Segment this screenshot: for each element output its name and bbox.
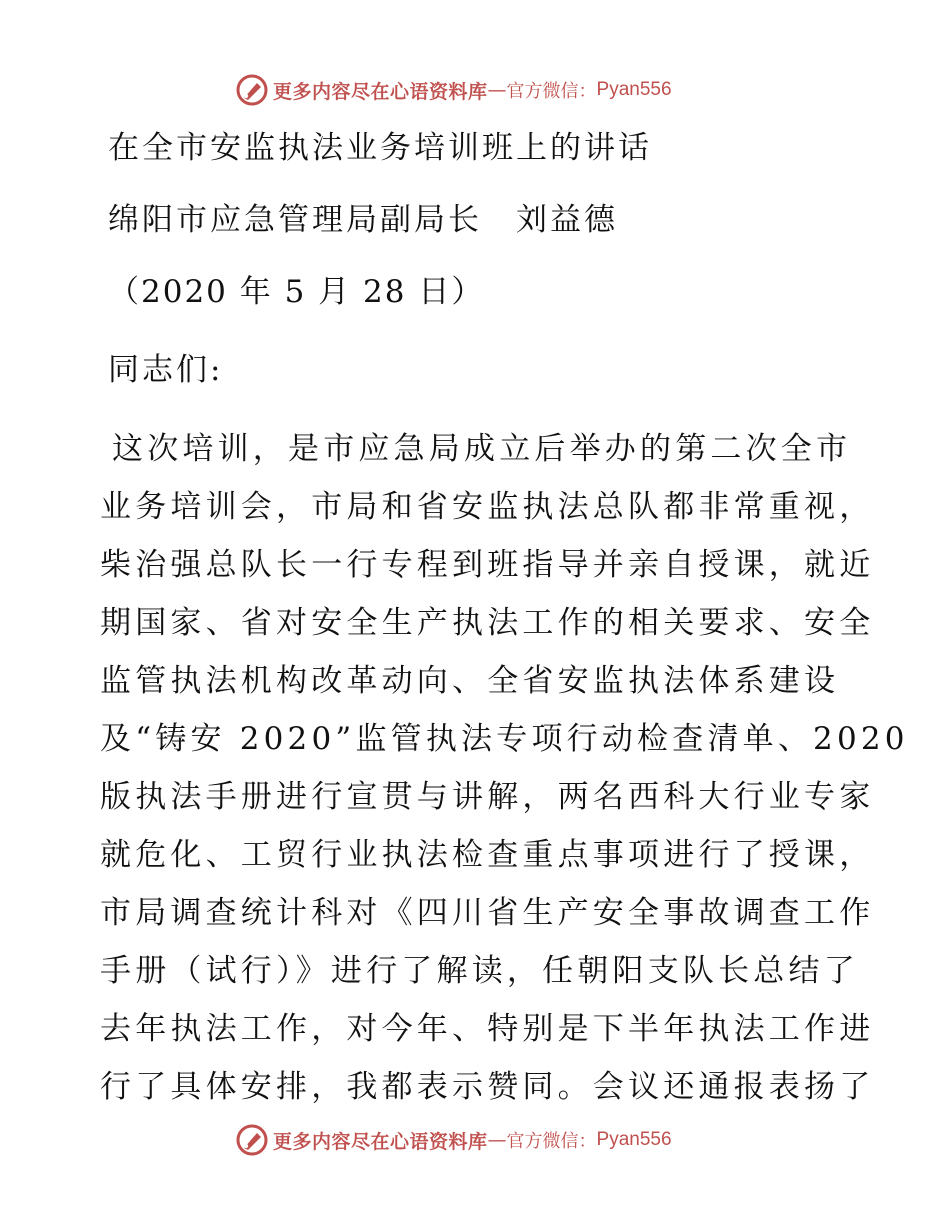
document-greeting: 同志们:: [108, 352, 224, 388]
watermark-main-text: 更多内容尽在心语资料库: [273, 1130, 488, 1153]
watermark-separator: —: [487, 1129, 507, 1151]
body-line: 版执法手册进行宣贯与讲解，两名西科大行业专家: [100, 779, 875, 815]
document-date: （2020 年 5 月 28 日）: [108, 274, 485, 310]
body-line: 业务培训会，市局和省安监执法总队都非常重视，: [100, 489, 875, 525]
body-line: 柴治强总队长一行专程到班指导并亲自授课，就近: [100, 547, 875, 583]
body-line: 就危化、工贸行业执法检查重点事项进行了授课，: [100, 837, 875, 873]
watermark-wechat-handle: Pyan556: [596, 79, 672, 100]
body-line: 期国家、省对安全生产执法工作的相关要求、安全: [100, 605, 875, 641]
document-title: 在全市安监执法业务培训班上的讲话: [108, 130, 652, 166]
pen-logo-icon: [235, 73, 269, 107]
watermark-main-text: 更多内容尽在心语资料库: [273, 80, 488, 103]
watermark-wechat-label: 官方微信：: [506, 1131, 597, 1152]
watermark-wechat-handle: Pyan556: [596, 1129, 672, 1150]
watermark-footer: [235, 1122, 672, 1158]
watermark-header: [235, 72, 672, 108]
body-line: 监管执法机构改革动向、全省安监执法体系建设: [100, 663, 840, 699]
body-line: 及“铸安 2020”监管执法专项行动检查清单、2020: [100, 721, 909, 757]
watermark-separator: —: [487, 79, 507, 101]
document-body: [100, 420, 909, 1116]
watermark-wechat-label: 官方微信：: [506, 81, 597, 102]
pen-logo-icon: [235, 1123, 269, 1157]
body-line: 市局调查统计科对《四川省生产安全事故调查工作: [100, 895, 875, 931]
body-line: 手册（试行）》进行了解读，任朝阳支队长总结了: [100, 953, 859, 989]
body-line: 这次培训，是市应急局成立后举办的第二次全市: [112, 431, 852, 467]
body-line: 去年执法工作，对今年、特别是下半年执法工作进: [100, 1011, 875, 1047]
document-speaker: 绵阳市应急管理局副局长 刘益德: [108, 202, 618, 238]
body-line: 行了具体安排，我都表示赞同。会议还通报表扬了: [100, 1069, 875, 1105]
